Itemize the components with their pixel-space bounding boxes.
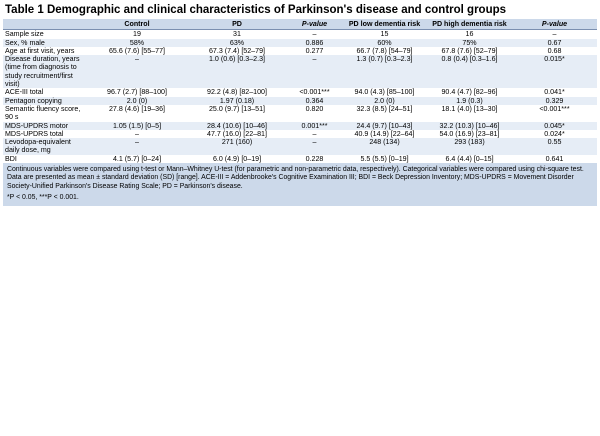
- table-cell: –: [312, 129, 317, 138]
- table-row: [3, 39, 597, 47]
- table-cell: 40.9 (14.9) [22–64]: [354, 129, 415, 138]
- table-cell: 0.001***: [287, 122, 342, 130]
- table-cell: 1.3 (0.7) [0.3–2.3]: [342, 55, 427, 88]
- table-cell: 47.7 (16.0) [22–81]: [207, 129, 267, 138]
- table-cell: 92.2 (4.8) [82–100]: [207, 88, 267, 97]
- table-cell: 60%: [342, 39, 427, 47]
- table-row: [3, 138, 597, 155]
- row-label: MDS-UPDRS total: [5, 129, 64, 138]
- table-cell: 0.329: [512, 97, 597, 105]
- table-cell: 0.024*: [544, 129, 565, 138]
- header-control: Control: [87, 19, 187, 30]
- table-row: [3, 122, 597, 130]
- table-cell: 94.0 (4.3) [85–100]: [354, 88, 415, 97]
- table-cell: 0.228: [305, 154, 324, 163]
- table-cell: 0.820: [305, 104, 324, 113]
- table-cell: 32.2 (10.3) [10–46]: [427, 122, 512, 130]
- header-pd-high-risk: PD high dementia risk: [427, 19, 512, 30]
- table-cell: 0.364: [287, 97, 342, 105]
- table-cell: 25.0 (9.7) [13–51]: [208, 104, 265, 113]
- table-cell: 0.886: [287, 39, 342, 47]
- table-cell: 18.1 (4.0) [13–30]: [441, 104, 498, 113]
- row-label: Semantic fluency score, 90 s: [5, 104, 81, 122]
- table-cell: 1.97 (0.18): [187, 97, 287, 105]
- table-title: Table 1 Demographic and clinical characteristics of Parkinson's disease and control groups: [5, 4, 507, 16]
- table-cell: 0.041*: [544, 88, 565, 97]
- table-cell: 96.7 (2.7) [88–100]: [107, 88, 167, 97]
- table-row: [3, 155, 597, 163]
- table-cell: 5.5 (5.5) [0–19]: [360, 154, 409, 163]
- table-cell: –: [135, 129, 139, 138]
- table-cell: <0.001***: [299, 88, 330, 97]
- table-cell: 67.3 (7.4) [52–79]: [208, 46, 265, 55]
- table-footnotes: [3, 163, 597, 206]
- row-label: Age at first visit, years: [5, 46, 75, 55]
- table-row: [3, 47, 597, 55]
- table-figure: [3, 3, 597, 206]
- table-cell: 0.8 (0.4) [0.3–1.6]: [427, 55, 512, 88]
- table-cell: 6.4 (4.4) [0–15]: [445, 154, 494, 163]
- row-label: Disease duration, years (time from diagnosis to study recruitment/first visit): [3, 55, 87, 88]
- table-cell: 0.015*: [512, 55, 597, 88]
- row-label: Sex, % male: [3, 39, 87, 47]
- table-cell: 28.4 (10.6) [10–46]: [187, 122, 287, 130]
- table-cell: 27.8 (4.6) [19–36]: [108, 104, 165, 113]
- header-p-value: P-value: [287, 19, 342, 30]
- row-label: BDI: [5, 154, 17, 163]
- table-cell: 2.0 (0): [87, 97, 187, 105]
- header-label: [3, 19, 87, 30]
- table-row: [3, 55, 597, 88]
- table-cell: 248 (134): [342, 138, 427, 155]
- table-cell: 1.0 (0.6) [0.3–2.3]: [187, 55, 287, 88]
- header-pd-low-risk: PD low dementia risk: [342, 19, 427, 30]
- row-label: MDS-UPDRS motor: [3, 122, 87, 130]
- table-cell: 19: [133, 30, 141, 39]
- table-cell: 15: [380, 30, 389, 39]
- table-cell: –: [87, 138, 187, 155]
- table-cell: 75%: [427, 39, 512, 47]
- table-row: [3, 130, 597, 138]
- table-cell: 1.9 (0.3): [427, 97, 512, 105]
- row-label: Sample size: [5, 30, 44, 39]
- table-cell: 32.3 (8.5) [24–51]: [356, 104, 413, 113]
- table-cell: 66.7 (7.8) [54–79]: [356, 46, 413, 55]
- table-cell: –: [552, 30, 557, 39]
- header-row: [3, 19, 597, 30]
- row-label: Levodopa-equivalent daily dose, mg: [3, 138, 87, 155]
- table-cell: 293 (183): [427, 138, 512, 155]
- table-cell: 65.6 (7.6) [55–77]: [108, 46, 165, 55]
- table-cell: 24.4 (9.7) [10–43]: [342, 122, 427, 130]
- footnote-significance: *P < 0.05, ***P < 0.001.: [7, 194, 79, 202]
- table-cell: 0.55: [512, 138, 597, 155]
- row-label: ACE-III total: [5, 88, 44, 97]
- footnote-methods: Continuous variables were compared using t-test or Mann–Whitney U-test (for parametric and non-parametric data, respectively). Categorical variables were compared using chi-square test. Data are presented as mean ± standard deviation (SD) [range]. ACE-III = Addenbrooke's Cognitive Examination III; BDI = Beck Depression Inventory; MDS-UPDRS = Movement Disorder Society-Unified Parkinson's Disease Rating Scale; PD = Parkinson's disease.: [7, 166, 584, 190]
- characteristics-table: [3, 19, 597, 163]
- table-cell: 67.8 (7.6) [52–79]: [441, 46, 498, 55]
- table-cell: 63%: [187, 39, 287, 47]
- table-cell: 2.0 (0): [342, 97, 427, 105]
- table-cell: <0.001***: [539, 104, 570, 113]
- table-row: [3, 97, 597, 105]
- header-p-value-risk: P-value: [512, 19, 597, 30]
- table-cell: 0.045*: [512, 122, 597, 130]
- table-cell: –: [312, 30, 317, 39]
- header-pd: PD: [187, 19, 287, 30]
- table-cell: –: [287, 138, 342, 155]
- table-body: [3, 30, 597, 163]
- table-cell: 6.0 (4.9) [0–19]: [212, 154, 262, 163]
- table-cell: 0.68: [547, 46, 562, 55]
- table-cell: –: [87, 55, 187, 88]
- table-cell: 271 (160): [187, 138, 287, 155]
- table-row: [3, 88, 597, 96]
- table-cell: 54.0 (16.9) [23–81]: [439, 129, 500, 138]
- table-cell: 1.05 (1.5) [0–5]: [87, 122, 187, 130]
- table-row: [3, 105, 597, 122]
- table-cell: 90.4 (4.7) [82–96]: [441, 88, 498, 97]
- table-row: [3, 30, 597, 39]
- table-cell: 0.641: [545, 154, 564, 163]
- table-cell: –: [287, 55, 342, 88]
- row-label: Pentagon copying: [3, 97, 87, 105]
- table-cell: 31: [233, 30, 241, 39]
- table-cell: 0.67: [512, 39, 597, 47]
- table-cell: 58%: [87, 39, 187, 47]
- table-cell: 0.277: [305, 46, 324, 55]
- table-cell: 4.1 (5.7) [0–24]: [112, 154, 162, 163]
- table-cell: 16: [465, 30, 474, 39]
